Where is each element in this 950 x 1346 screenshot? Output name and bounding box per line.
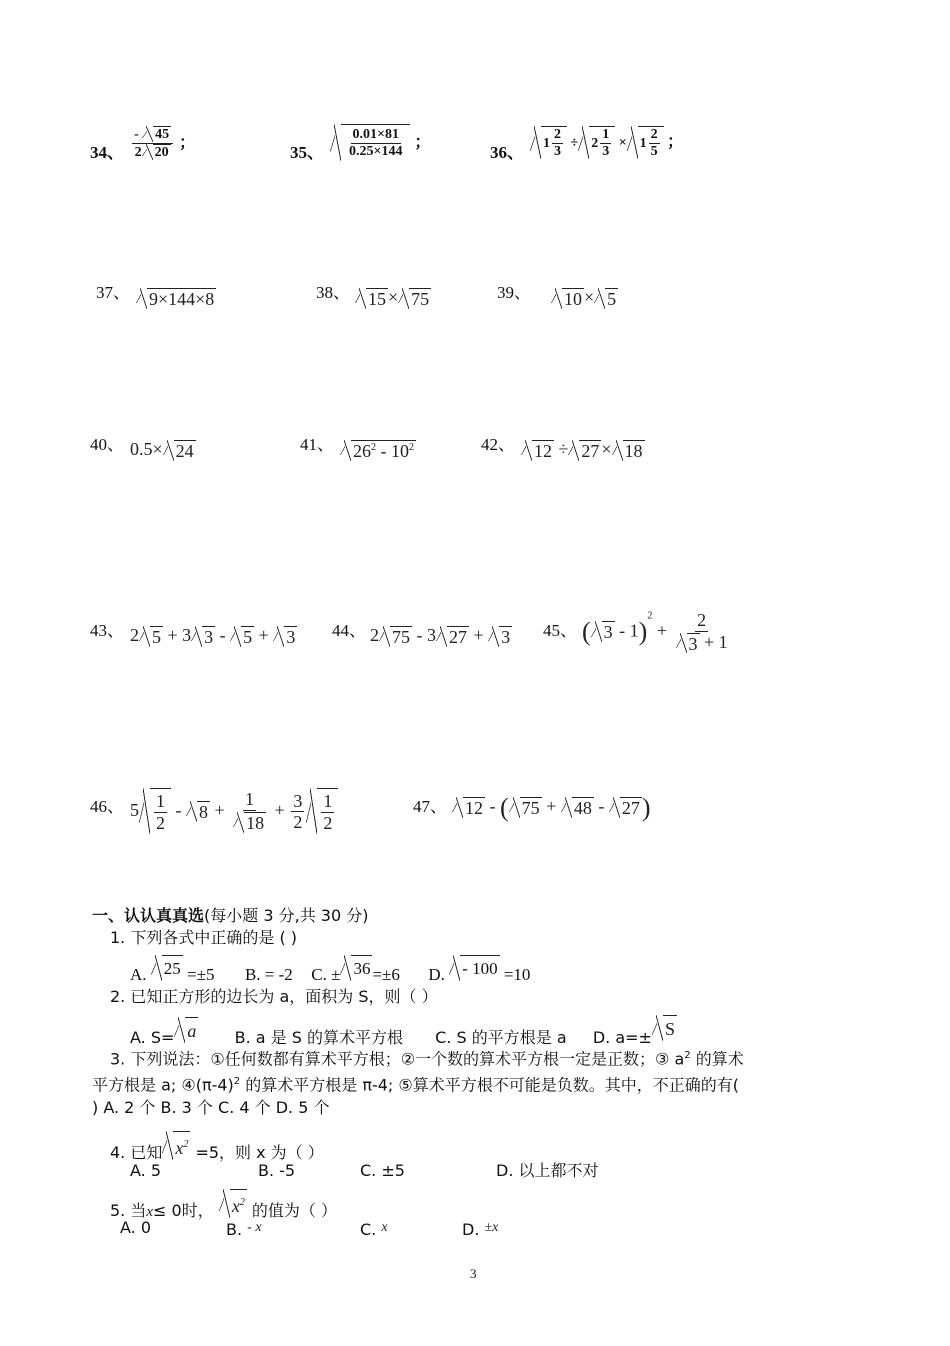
question-1-options: A. 25 =±5 B. = -2 C. ± 36 =±6 D. - 100 =10	[130, 955, 530, 988]
problem-44-expression: 2 75 - 3 27 + 3	[370, 625, 511, 647]
problem-37-label: 37、	[96, 283, 130, 302]
page-number: 3	[470, 1266, 477, 1281]
problem-38-expression: 15 × 75	[368, 287, 430, 309]
problem-46-label: 46、	[90, 797, 124, 816]
problem-47-expression: 12 - ( 75 + 48 - 27)	[465, 793, 651, 822]
problem-42-expression: 12 ÷ 27 × 18	[534, 439, 643, 461]
question-4-option-c: C. ±5	[360, 1161, 405, 1180]
problem-43-label: 43、	[90, 621, 124, 640]
problem-38-label: 38、	[316, 283, 350, 302]
problem-41-expression: $26^2 - 10^2$	[353, 440, 414, 461]
question-5-option-c: C. x	[360, 1220, 388, 1239]
problem-41-label: 41、	[300, 435, 334, 454]
question-2-stem: 2. 已知正方形的边长为 a，面积为 S，则（ ）	[110, 987, 438, 1006]
problem-40-label: 40、	[90, 435, 124, 454]
problem-37-expression: 9×144×8	[149, 288, 215, 309]
problem-39-expression: 10 × 5	[564, 287, 617, 309]
question-5-option-d: D. ±x	[462, 1220, 499, 1239]
question-4-stem: 4. 已知 $x^2 =5$，则 x 为（ ）	[110, 1131, 324, 1166]
problem-46-expression: 5 $\frac{1}{2}$ - 8 + $\frac{1}{18}$ + $\frac{3}{2}$ $\frac{1}{2}$	[130, 788, 338, 835]
question-1-stem: 1. 下列各式中正确的是 ( )	[110, 928, 298, 947]
problem-34-label: 34、	[90, 143, 124, 162]
problem-43-expression: 2 5 + 3 3 - 5 + 3	[130, 625, 296, 647]
question-3-line-2: 平方根是 a; $④(\pi-4)^2$ 的算术平方根是 π-4; ⑤算术平方根不可能是负数。其中，不正确的有(	[92, 1075, 739, 1095]
question-5-stem: 5. 当x≤ 0时， $x^2$ 的值为（ ）	[110, 1189, 337, 1225]
question-4-option-a: A. 5	[130, 1161, 162, 1180]
question-5-option-b: B. - x	[226, 1220, 262, 1239]
problem-40-expression: 0.5× 24	[130, 439, 194, 461]
problem-34-expression: $\frac{- 45}{2 20}$ ；	[134, 126, 196, 161]
problem-35-label: 35、	[290, 143, 324, 162]
question-3-line-1: 3. 下列说法：①任何数都有算术平方根；②一个数的算术平方根一定是正数；③ $a^2$ 的算术	[110, 1049, 744, 1069]
problem-45-expression: ( 3 - 1)$^2$ + $\frac{2}{3 + 1}$	[582, 610, 728, 654]
problem-39-label: 39、	[497, 283, 531, 302]
problem-35-expression: $\frac{0.01\times 81}{0.25\times 144}$ ；	[330, 124, 431, 162]
problem-44-label: 44、	[332, 621, 366, 640]
question-5-option-a: A. 0	[120, 1218, 152, 1237]
question-2-options: A. S= a B. a 是 S 的算术平方根 C. S 的平方根是 a D. a=± S	[130, 1015, 677, 1051]
problem-36-expression: 1 $\frac{2}{3}$ ÷ 2 $\frac{1}{3}$ × 1 $\frac{2}{5}$ ；	[543, 127, 684, 160]
problem-47-label: 47、	[413, 797, 447, 816]
problem-42-label: 42、	[481, 435, 515, 454]
question-4-option-b: B. -5	[258, 1161, 296, 1180]
section-title: 一、认认真真选(每小题 3 分,共 30 分)	[92, 906, 369, 925]
question-4-option-d: D. 以上都不对	[496, 1161, 599, 1180]
problem-36-label: 36、	[490, 143, 524, 162]
problem-45-label: 45、	[543, 621, 577, 640]
question-3-line-3: ) A. 2 个 B. 3 个 C. 4 个 D. 5 个	[92, 1098, 330, 1117]
